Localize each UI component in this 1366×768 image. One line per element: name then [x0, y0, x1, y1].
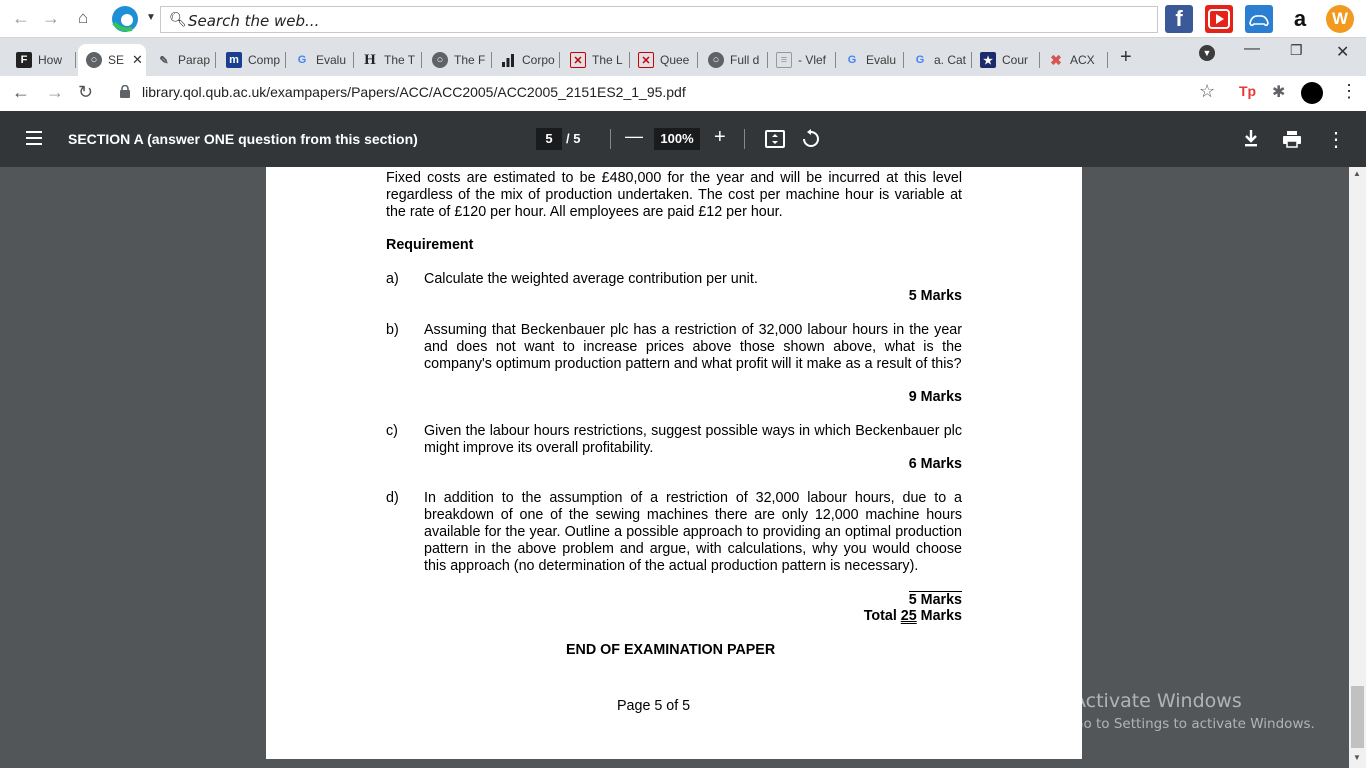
requirement-heading: Requirement — [386, 237, 474, 253]
lock-icon[interactable] — [120, 85, 130, 98]
search-toolbar — [0, 0, 1366, 38]
google-icon: G — [847, 54, 857, 66]
document-title: SECTION A (answer ONE question from this section) — [68, 131, 418, 147]
item-label: b) — [386, 322, 399, 338]
item-text: In addition to the assumption of a restriction of 32,000 labour hours, due to a breakdown of one of the sewing machines there are only 12,000 machine hours available for the year. Outline a possible approach to providing an optimal production pattern in the above problem and argue, with calculations, why you would choose this approach (no determination of the actual production pattern is necessary). — [424, 490, 962, 574]
item-marks: 5 Marks — [908, 288, 962, 304]
item-marks: 9 Marks — [908, 389, 962, 405]
tab-label: Comp — [248, 53, 281, 67]
globe-icon: ○ — [432, 52, 448, 68]
tab-evalu-2[interactable] — [836, 44, 904, 76]
total-prefix: Total — [863, 608, 897, 624]
gamepad-icon[interactable] — [1245, 5, 1273, 33]
back-icon[interactable]: ← — [12, 82, 30, 102]
item-text: Given the labour hours restrictions, suggest possible ways in which Beckenbauer plc might improve its overall profitability. — [424, 423, 962, 456]
page-footer: Page 5 of 5 — [617, 698, 691, 714]
intro-paragraph: Fixed costs are estimated to be £480,000 for the year and will be incurred at this level regardless of the mix of production undertaken. The cost per machine hour is variable at the rate of £120 per hour. All employees are paid £12 per hour. — [386, 170, 962, 220]
shield-icon: ✕ — [570, 52, 586, 68]
edge-logo-icon[interactable] — [110, 5, 140, 33]
fit-page-icon[interactable] — [765, 130, 785, 153]
tab-acx[interactable] — [1040, 44, 1108, 76]
tab-label: How — [38, 53, 63, 67]
tab-comp[interactable] — [218, 44, 286, 76]
tab-label: Parap — [178, 53, 211, 67]
tab-the-t[interactable] — [354, 44, 422, 76]
item-marks: 5 Marks — [908, 592, 962, 608]
new-tab-button[interactable]: + — [1120, 46, 1132, 68]
tab-label: The L — [592, 53, 623, 67]
puzzle-extensions-icon[interactable]: ✱ — [1272, 84, 1286, 101]
scroll-thumb[interactable] — [1351, 686, 1364, 748]
scrollbar[interactable] — [1349, 167, 1366, 768]
tab-label: Full d — [730, 53, 760, 67]
scroll-up-icon[interactable]: ▲ — [1353, 169, 1361, 178]
zoom-in-icon[interactable]: + — [714, 126, 726, 148]
search-placeholder: Search the web... — [188, 12, 320, 30]
profile-avatar[interactable] — [1301, 82, 1323, 104]
x-favicon-icon: ✖ — [1050, 51, 1062, 68]
zoom-out-icon[interactable]: — — [625, 126, 643, 146]
tab-active[interactable] — [78, 44, 146, 76]
page-number-input[interactable]: 5 — [536, 128, 562, 150]
tab-label: a. Cat — [934, 53, 967, 67]
bar-chart-icon — [500, 52, 516, 68]
search-icon: 🔍︎ — [169, 11, 187, 27]
item-label: c) — [386, 423, 398, 439]
tab-cour[interactable] — [972, 44, 1040, 76]
document-icon: ≡ — [776, 52, 792, 68]
total-value: 25 — [900, 608, 917, 624]
tab-evalu[interactable] — [286, 44, 354, 76]
tab-the-f[interactable] — [424, 44, 492, 76]
minimize-icon[interactable]: — — [1244, 40, 1260, 57]
url-field[interactable]: library.qol.qub.ac.uk/exampapers/Papers/ACC/ACC2005/ACC2005_2151ES2_1_95.pdf — [142, 84, 686, 100]
tab-label: The T — [384, 53, 416, 67]
globe-icon: ○ — [708, 52, 724, 68]
activate-windows-watermark — [1073, 690, 1315, 732]
watermark-subtitle: Go to Settings to activate Windows. — [1073, 716, 1315, 732]
tab-parap[interactable] — [148, 44, 216, 76]
tab-a-cat[interactable] — [904, 44, 972, 76]
zoom-input[interactable]: 100% — [654, 128, 700, 150]
tab-label: Corpo — [522, 53, 555, 67]
pdf-page — [266, 167, 1082, 759]
pdf-toolbar — [0, 111, 1366, 167]
print-icon[interactable] — [1282, 130, 1302, 153]
page-total: / 5 — [566, 131, 581, 146]
youtube-icon[interactable] — [1205, 5, 1233, 33]
tab-vlef[interactable] — [768, 44, 836, 76]
item-text: Calculate the weighted average contribution per unit. — [424, 271, 758, 287]
end-of-paper: END OF EXAMINATION PAPER — [566, 642, 776, 658]
tab-label: Evalu — [316, 53, 347, 67]
total-marks — [864, 608, 962, 624]
star-icon: ★ — [980, 52, 996, 68]
more-menu-icon[interactable]: ⋮ — [1340, 81, 1358, 101]
google-icon: G — [297, 54, 307, 66]
tab-full-d[interactable] — [700, 44, 768, 76]
tab-search-icon[interactable]: ▼ — [1199, 45, 1215, 61]
watermark-title: Activate Windows — [1073, 690, 1242, 712]
tab-label: ACX — [1070, 53, 1095, 67]
tab-how[interactable] — [8, 44, 76, 76]
menu-icon[interactable] — [26, 131, 42, 145]
restore-icon[interactable]: ❐ — [1290, 42, 1303, 58]
chevron-down-icon[interactable]: ▼ — [146, 12, 156, 23]
m-favicon-icon: m — [226, 52, 242, 68]
tab-corpo[interactable] — [492, 44, 560, 76]
tab-label: Cour — [1002, 53, 1029, 67]
rotate-icon[interactable] — [801, 129, 821, 154]
scroll-down-icon[interactable]: ▼ — [1353, 753, 1361, 762]
home-icon[interactable]: ⌂ — [78, 8, 89, 27]
tab-strip — [0, 38, 1366, 76]
tab-label: SE — [108, 53, 125, 67]
h-favicon-icon: H — [364, 51, 376, 68]
close-icon[interactable]: ✕ — [132, 52, 143, 67]
pdf-more-icon[interactable]: ⋮ — [1326, 129, 1346, 151]
close-window-icon[interactable]: ✕ — [1336, 44, 1350, 61]
tab-label: The F — [454, 53, 486, 67]
pen-icon: ✎ — [159, 54, 169, 67]
tab-quee[interactable] — [630, 44, 698, 76]
forward-arrow-icon[interactable]: → — [42, 8, 60, 28]
item-label: a) — [386, 271, 399, 287]
google-icon: G — [915, 54, 925, 66]
item-text: Assuming that Beckenbauer plc has a restriction of 32,000 labour hours in the year and does not want to increase prices above those shown above, what is the company's optimum production pattern and what profit will it make as a result of this? — [424, 322, 962, 372]
facebook-icon[interactable]: f — [1165, 5, 1193, 33]
f-favicon-icon: F — [16, 52, 32, 68]
reload-icon[interactable]: ↻ — [78, 82, 94, 102]
download-icon[interactable] — [1243, 128, 1259, 153]
item-label: d) — [386, 490, 399, 506]
total-suffix: Marks — [920, 608, 962, 624]
amazon-icon[interactable]: a — [1286, 5, 1314, 33]
tab-label: Quee — [660, 53, 690, 67]
tab-label: - Vlef — [798, 53, 827, 67]
w-icon[interactable]: W — [1326, 5, 1354, 33]
back-arrow-icon[interactable]: ← — [12, 8, 30, 28]
bookmark-star-icon[interactable]: ☆ — [1199, 81, 1216, 101]
item-marks: 6 Marks — [908, 456, 962, 472]
forward-icon[interactable]: → — [46, 82, 64, 102]
tab-label: Evalu — [866, 53, 897, 67]
shield-icon: ✕ — [638, 52, 654, 68]
address-bar — [0, 76, 1366, 111]
search-input[interactable] — [160, 6, 1158, 33]
tab-the-l[interactable] — [562, 44, 630, 76]
globe-icon: ○ — [86, 52, 102, 68]
tp-extension-icon[interactable]: Tp — [1239, 83, 1257, 99]
